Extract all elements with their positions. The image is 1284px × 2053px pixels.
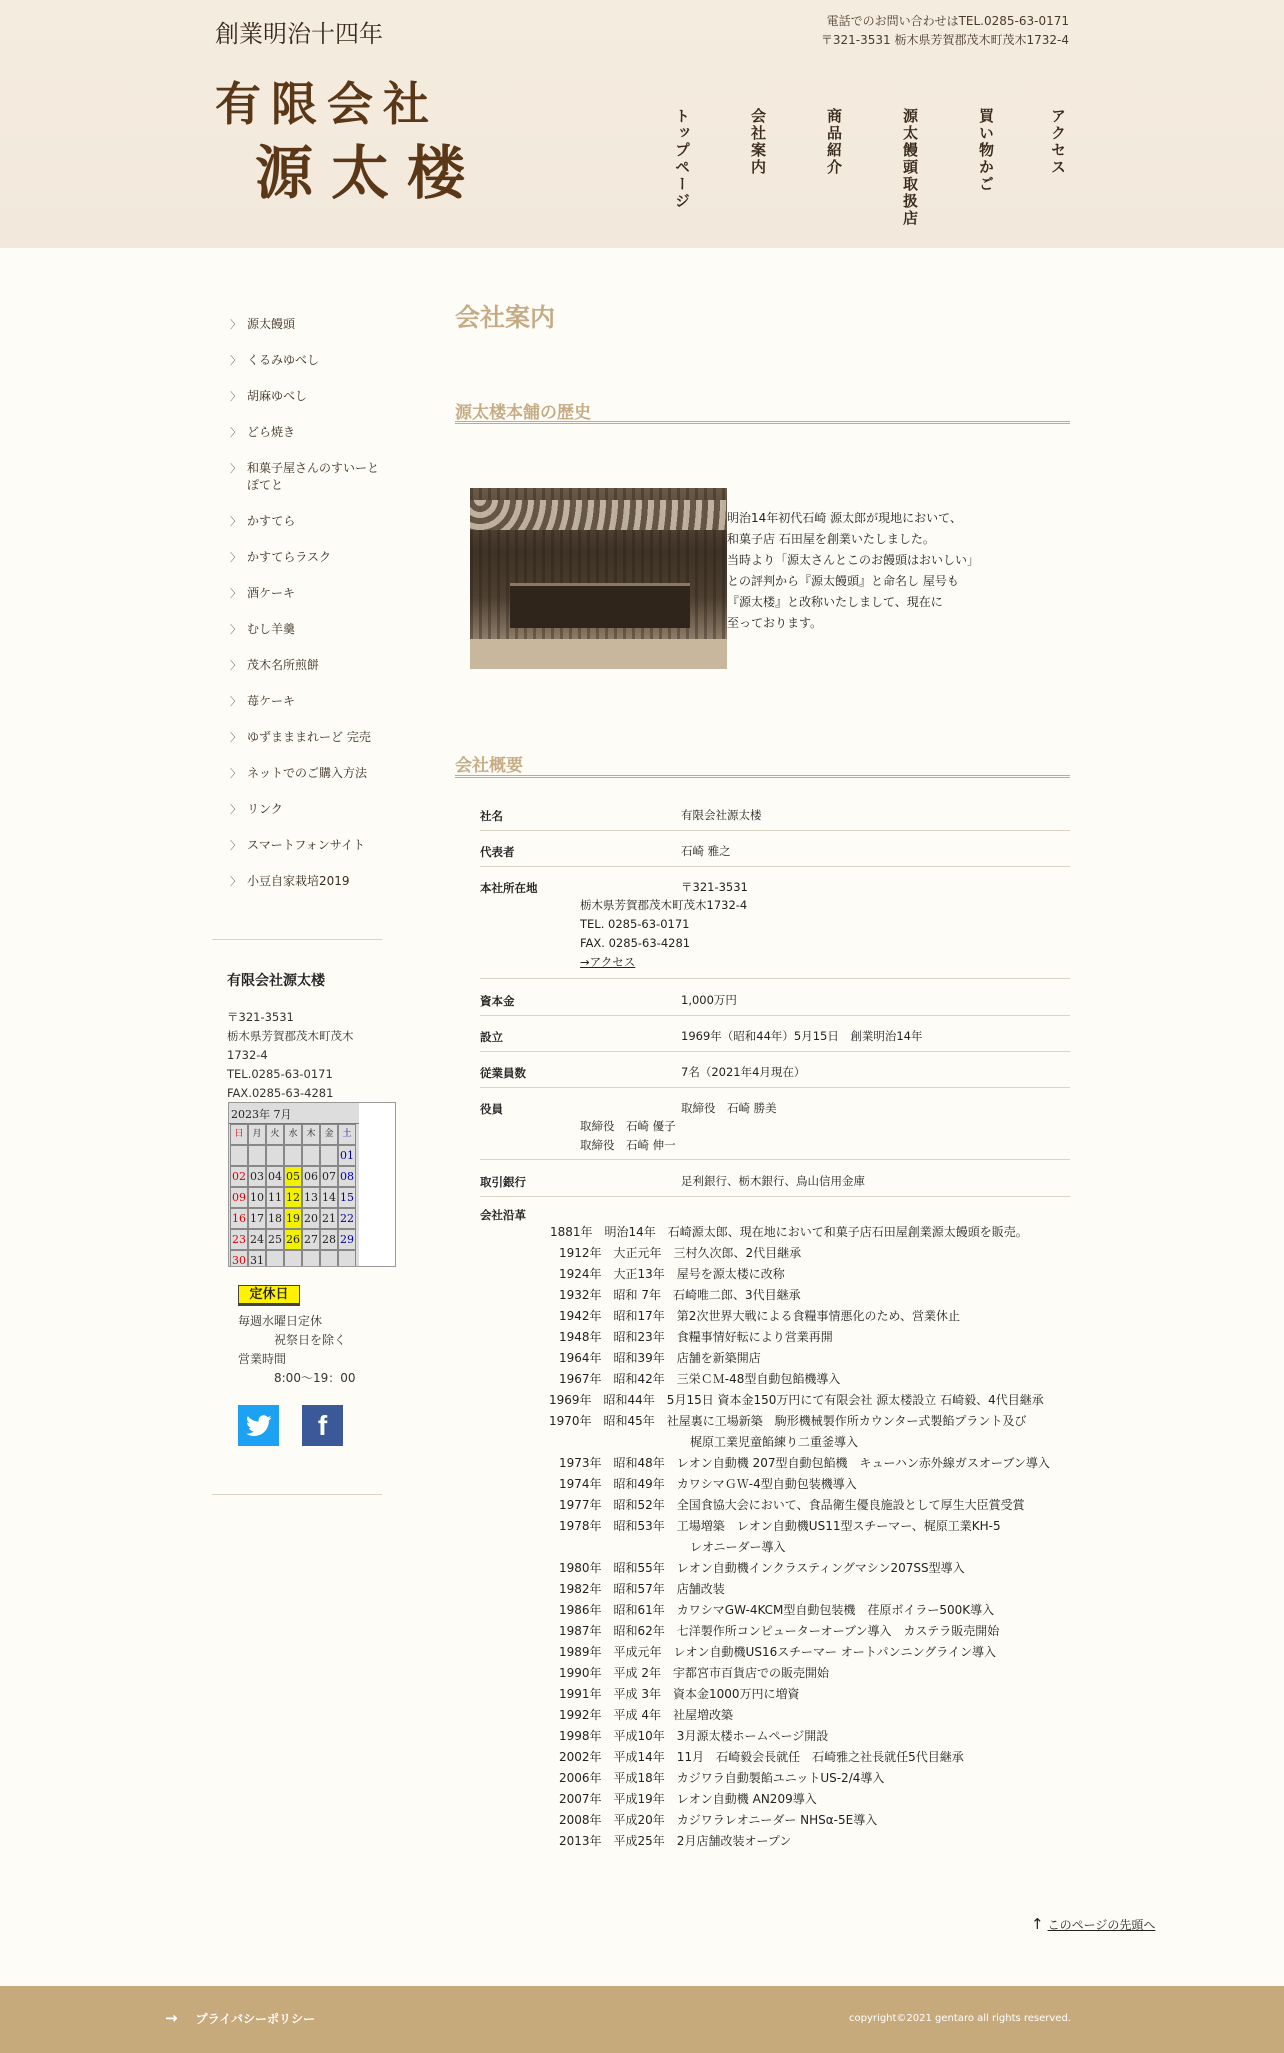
sidebar-tel: TEL.0285-63-0171 (227, 1067, 333, 1081)
privacy-policy-label: プライバシーポリシー (195, 2012, 315, 2026)
side-item-kurumi-yubeshi[interactable]: 〉 くるみゆべし (230, 353, 320, 367)
profile-key: 資本金 (480, 994, 515, 1008)
company-timeline (480, 1223, 1100, 1853)
calendar-day (320, 1145, 338, 1166)
privacy-policy-link[interactable] (165, 2009, 315, 2027)
site-header (0, 0, 1284, 248)
timeline-entry (480, 1559, 1100, 1580)
profile-row-capital (480, 993, 1070, 1016)
side-item-azuki-2019[interactable]: 〉 小豆自家栽培2019 (230, 874, 350, 888)
timeline-text: 1986年 昭和61年 カワシマGW-4KCM型自動包装機 荏原ボイラー500K導入 (559, 1603, 995, 1617)
side-item-dorayaki[interactable]: 〉 どら焼き (230, 425, 296, 439)
side-item-net-purchase[interactable]: 〉 ネットでのご購入方法 (230, 766, 368, 780)
hours-except-holidays: 祝祭日を除く (274, 1333, 347, 1347)
timeline-entry (480, 1223, 1100, 1244)
timeline-entry (480, 1685, 1100, 1706)
chevron-right-icon: 〉 (230, 767, 241, 780)
calendar-weekday: 木 (302, 1124, 320, 1145)
calendar-weekday: 水 (284, 1124, 302, 1145)
timeline-text: 1881年 明治14年 石崎源太郎、現在地において和菓子店石田屋創業源太饅頭を販売。 (550, 1225, 1028, 1239)
calendar-day: 24 (248, 1229, 266, 1250)
timeline-entry (480, 1433, 1100, 1454)
back-to-top-label: このページの先頭へ (1047, 1918, 1156, 1932)
contact-phone: 電話でのお問い合わせはTEL.0285-63-0171 (826, 14, 1069, 28)
calendar-day (284, 1250, 302, 1267)
history-title-rule (455, 421, 1070, 424)
timeline-entry (480, 1643, 1100, 1664)
calendar-grid-wrap (229, 1103, 359, 1267)
side-item-goma-yubeshi[interactable]: 〉 胡麻ゆべし (230, 389, 308, 403)
timeline-text: 1980年 昭和55年 レオン自動機インクラスティングマシン207SS型導入 (559, 1561, 965, 1575)
calendar-day (284, 1145, 302, 1166)
facebook-f-glyph: f (317, 1409, 328, 1441)
founded-text: 創業明治十四年 (215, 20, 383, 48)
timeline-text: 1964年 昭和39年 店舗を新築開店 (559, 1351, 761, 1365)
chevron-right-icon: 〉 (230, 875, 241, 888)
timeline-entry (480, 1391, 1100, 1412)
calendar-day: 04 (266, 1166, 284, 1187)
profile-value: 石崎 雅之 (681, 844, 731, 858)
timeline-text: 1977年 昭和52年 全国食協大会において、食品衛生優良施設として厚生大臣賞受賞 (559, 1498, 1025, 1512)
profile-row-employees (480, 1065, 1070, 1088)
calendar-day: 09 (230, 1187, 248, 1208)
timeline-text: 1991年 平成 3年 資本金1000万円に増資 (559, 1687, 800, 1701)
calendar-day: 12 (284, 1187, 302, 1208)
timeline-entry (480, 1475, 1100, 1496)
profile-value: 有限会社源太楼 (681, 808, 762, 822)
timeline-text: 1970年 昭和45年 社屋裏に工場新築 駒形機械製作所カウンター式製餡プラント及び (549, 1414, 1027, 1428)
calendar-weekday: 土 (338, 1124, 356, 1145)
contact-address: 〒321-3531 栃木県芳賀郡茂木町茂木1732-4 (820, 33, 1069, 47)
timeline-entry (480, 1454, 1100, 1475)
profile-value: 7名（2021年4月現在） (681, 1065, 806, 1079)
timeline-entry (480, 1601, 1100, 1622)
profile-key: 本社所在地 (480, 881, 538, 895)
profile-key: 設立 (480, 1030, 503, 1044)
profile-hq-tel: TEL. 0285-63-0171 (580, 917, 690, 931)
access-link[interactable]: →アクセス (580, 955, 636, 969)
timeline-entry (480, 1370, 1100, 1391)
timeline-text: 1982年 昭和57年 店舗改装 (559, 1582, 725, 1596)
timeline-text: 1973年 昭和48年 レオン自動機 207型自動包餡機 キューハン赤外線ガスオーブン導入 (559, 1456, 1050, 1470)
chevron-right-icon: 〉 (230, 623, 241, 636)
profile-key: 従業員数 (480, 1066, 526, 1080)
calendar-day: 21 (320, 1208, 338, 1229)
chevron-right-icon: 〉 (230, 462, 241, 475)
calendar-day (320, 1250, 338, 1267)
calendar-day: 28 (320, 1229, 338, 1250)
side-menu (230, 316, 400, 909)
profile-hq-fax: FAX. 0285-63-4281 (580, 936, 691, 950)
photo-awning (470, 500, 727, 530)
calendar-day (266, 1145, 284, 1166)
timeline-entry (480, 1622, 1100, 1643)
chevron-right-icon: 〉 (230, 551, 241, 564)
timeline-entry (480, 1307, 1100, 1328)
logo-corp[interactable]: 有限会社 (215, 77, 439, 131)
timeline-entry (480, 1706, 1100, 1727)
profile-row-bank (480, 1174, 1070, 1197)
profile-value: 足利銀行、栃木銀行、鳥山信用金庫 (681, 1174, 865, 1188)
calendar-day: 19 (284, 1208, 302, 1229)
profile-value: 1,000万円 (681, 993, 737, 1007)
sidebar-addr-2: 1732-4 (227, 1048, 268, 1062)
timeline-text: 1948年 昭和23年 食糧事情好転により営業再開 (559, 1330, 833, 1344)
calendar-day: 11 (266, 1187, 284, 1208)
profile-row-headquarters (480, 880, 1070, 979)
timeline-text: 1912年 大正元年 三村久次郎、2代目継承 (559, 1246, 802, 1260)
calendar-day: 13 (302, 1187, 320, 1208)
profile-row-established (480, 1029, 1070, 1052)
calendar-day: 02 (230, 1166, 248, 1187)
timeline-text: 梶原工業児童餡練り二重釜導入 (690, 1435, 859, 1449)
profile-hq-zip: 〒321-3531 (681, 880, 748, 894)
photo-floor (470, 639, 727, 669)
timeline-entry (480, 1496, 1100, 1517)
nav-access[interactable]: アクセス (1049, 108, 1067, 176)
business-hours (238, 1312, 356, 1388)
timeline-entry (480, 1244, 1100, 1265)
chevron-right-icon: 〉 (230, 731, 241, 744)
calendar-day: 14 (320, 1187, 338, 1208)
calendar-weekday: 金 (320, 1124, 338, 1145)
timeline-text: 1989年 平成元年 レオン自動機US16スチーマー オートパンニングライン導入 (559, 1645, 996, 1659)
timeline-entry (480, 1349, 1100, 1370)
hours-closed-wed: 毎週水曜日定休 (238, 1314, 323, 1328)
profile-row-officers (480, 1101, 1070, 1160)
timeline-text: 1967年 昭和42年 三栄ＣＭ-48型自動包餡機導入 (559, 1372, 841, 1386)
sidebar-divider (212, 939, 382, 940)
calendar-weekday: 日 (230, 1124, 248, 1145)
calendar-day: 30 (230, 1250, 248, 1267)
profile-key: 取引銀行 (480, 1175, 526, 1189)
sidebar-address (227, 1008, 354, 1103)
profile-key: 代表者 (480, 845, 515, 859)
calendar-day: 17 (248, 1208, 266, 1229)
sidebar-addr-1: 栃木県芳賀郡茂木町茂木 (227, 1029, 354, 1043)
calendar-day: 25 (266, 1229, 284, 1250)
history-line: 当時より「源太さんとこのお饅頭はおいしい」 (727, 553, 980, 567)
timeline-entry (480, 1265, 1100, 1286)
timeline-entry (480, 1517, 1100, 1538)
side-item-mushi-yokan[interactable]: 〉 むし羊羹 (230, 622, 296, 636)
timeline-text: 1992年 平成 4年 社屋増改築 (559, 1708, 733, 1722)
side-item-yuzu-marmalade[interactable]: 〉 ゆずまままれーど 完売 (230, 730, 371, 744)
calendar-day (266, 1250, 284, 1267)
side-item-sweet-potato[interactable]: 〉 和菓子屋さんのすいーとぽてと (230, 461, 380, 492)
facebook-icon[interactable] (302, 1405, 343, 1446)
profile-row-representative (480, 844, 1070, 867)
global-nav (672, 108, 1084, 238)
side-item-motegi-senbei[interactable]: 〉 茂木名所煎餅 (230, 658, 320, 672)
profile-officer: 取締役 石崎 伸一 (580, 1138, 676, 1152)
calendar-day: 22 (338, 1208, 356, 1229)
photo-counter (510, 583, 690, 628)
chevron-right-icon: 〉 (230, 354, 241, 367)
profile-key: 役員 (480, 1102, 503, 1116)
historical-storefront-photo (470, 488, 727, 669)
timeline-text: 1974年 昭和49年 カワシマＧＷ-4型自動包装機導入 (559, 1477, 857, 1491)
calendar-day: 26 (284, 1229, 302, 1250)
side-item-sake-cake[interactable]: 〉 酒ケーキ (230, 586, 296, 600)
profile-officer: 取締役 石崎 勝美 (681, 1101, 777, 1115)
nav-top[interactable]: トップページ (673, 108, 691, 210)
sidebar-divider-bottom (212, 1494, 382, 1495)
timeline-text: 1924年 大正13年 屋号を源太楼に改称 (559, 1267, 785, 1281)
side-item-ichigo-cake[interactable]: 〉 苺ケーキ (230, 694, 296, 708)
history-text (727, 508, 979, 634)
timeline-text: 1987年 昭和62年 七洋製作所コンピューターオーブン導入 カステラ販売開始 (559, 1624, 1000, 1638)
nav-company[interactable]: 会社案内 (749, 108, 767, 176)
calendar-day: 20 (302, 1208, 320, 1229)
sidebar-zip: 〒321-3531 (227, 1010, 294, 1024)
timeline-entry (480, 1832, 1100, 1853)
calendar-weekday: 火 (266, 1124, 284, 1145)
calendar-day: 16 (230, 1208, 248, 1229)
chevron-right-icon: 〉 (230, 318, 241, 331)
sidebar-company-name: 有限会社源太楼 (227, 973, 325, 989)
chevron-right-icon: 〉 (230, 839, 241, 852)
timeline-entry (480, 1580, 1100, 1601)
timeline-text: 2006年 平成18年 カジワラ自動製餡ユニットUS-2/4導入 (559, 1771, 885, 1785)
timeline-entry (480, 1748, 1100, 1769)
chevron-right-icon: 〉 (230, 695, 241, 708)
twitter-icon[interactable] (238, 1405, 279, 1446)
closed-day-label: 定休日 (238, 1285, 300, 1306)
hours-label: 営業時間 (238, 1352, 287, 1366)
calendar-day: 27 (302, 1229, 320, 1250)
profile-key: 社名 (480, 809, 503, 823)
sidebar-fax: FAX.0285-63-4281 (227, 1086, 334, 1100)
profile-value: 1969年（昭和44年）5月15日 創業明治14年 (681, 1029, 923, 1043)
arrow-right-icon: → (165, 2009, 178, 2027)
chevron-right-icon: 〉 (230, 803, 241, 816)
header-contact (821, 12, 1069, 50)
site-footer (0, 1986, 1284, 2053)
calendar-day: 31 (248, 1250, 266, 1267)
calendar-day: 07 (320, 1166, 338, 1187)
calendar-day: 10 (248, 1187, 266, 1208)
back-to-top-link[interactable] (1031, 1915, 1155, 1933)
timeline-text: 2008年 平成20年 カジワラレオニーダー NHSα-5E導入 (559, 1813, 878, 1827)
page-title: 会社案内 (455, 303, 556, 332)
timeline-entry (480, 1727, 1100, 1748)
calendar-day: 06 (302, 1166, 320, 1187)
timeline-text: 1990年 平成 2年 宇都宮市百貨店での販売開始 (559, 1666, 829, 1680)
timeline-text: レオニーダー導入 (690, 1540, 786, 1554)
timeline-entry (480, 1769, 1100, 1790)
timeline-entry (480, 1790, 1100, 1811)
side-item-smartphone[interactable]: 〉 スマートフォンサイト (230, 838, 365, 852)
chevron-right-icon: 〉 (230, 659, 241, 672)
timeline-text: 1978年 昭和53年 工場増築 レオン自動機US11型スチーマー、梶原工業KH-5 (559, 1519, 1001, 1533)
calendar-day (302, 1250, 320, 1267)
calendar-day (230, 1145, 248, 1166)
profile-hq-address: 栃木県芳賀郡茂木町茂木1732-4 (580, 898, 748, 912)
logo-name[interactable]: 源太楼 (255, 139, 484, 207)
calendar-day: 01 (338, 1145, 356, 1166)
copyright: copyright©2021 gentaro all rights reserved. (849, 2013, 1071, 2024)
calendar-day: 08 (338, 1166, 356, 1187)
timeline-text: 1969年 昭和44年 5月15日 資本金150万円にて有限会社 源太楼設立 石崎毅、4代目継承 (549, 1393, 1044, 1407)
side-item-genta-manju[interactable]: 〉 源太饅頭 (230, 317, 296, 331)
chevron-right-icon: 〉 (230, 587, 241, 600)
business-calendar (228, 1102, 396, 1267)
profile-officer: 取締役 石崎 優子 (580, 1119, 676, 1133)
calendar-day: 05 (284, 1166, 302, 1187)
side-item-castella[interactable]: 〉 かすてら (230, 514, 296, 528)
timeline-entry (480, 1286, 1100, 1307)
history-line: との評判から『源太饅頭』と命名し 屋号も (727, 574, 959, 588)
calendar-day: 23 (230, 1229, 248, 1250)
arrow-up-icon: ↑ (1031, 1915, 1044, 1933)
timeline-entry (480, 1328, 1100, 1349)
nav-cart[interactable]: 買い物かご (977, 108, 995, 193)
calendar-title: 2023年 7月 (229, 1103, 359, 1124)
calendar-day (338, 1250, 356, 1267)
history-line: 『源太楼』と改称いたしまして、現在に (727, 595, 943, 609)
side-item-link[interactable]: 〉 リンク (230, 802, 283, 816)
timeline-text: 1998年 平成10年 3月源太楼ホームページ開設 (559, 1729, 829, 1743)
chevron-right-icon: 〉 (230, 390, 241, 403)
history-line: 明治14年初代石崎 源太郎が現地において、 (727, 511, 962, 525)
profile-row-name (480, 808, 1070, 831)
nav-products[interactable]: 商品紹介 (825, 108, 843, 176)
calendar-grid (229, 1124, 359, 1267)
calendar-day (248, 1145, 266, 1166)
history-line: 至っております。 (727, 616, 823, 630)
calendar-weekday: 月 (248, 1124, 266, 1145)
timeline-entry (480, 1664, 1100, 1685)
profile-hq-access (580, 953, 635, 972)
timeline-text: 2002年 平成14年 11月 石崎毅会長就任 石崎雅之社長就任5代目継承 (559, 1750, 964, 1764)
profile-history-key: 会社沿革 (480, 1208, 526, 1222)
history-line: 和菓子店 石田屋を創業いたしました。 (727, 532, 935, 546)
calendar-day: 15 (338, 1187, 356, 1208)
profile-title: 会社概要 (455, 756, 523, 776)
timeline-entry (480, 1811, 1100, 1832)
calendar-day: 03 (248, 1166, 266, 1187)
chevron-right-icon: 〉 (230, 515, 241, 528)
timeline-text: 2013年 平成25年 2月店舗改装オープン (559, 1834, 792, 1848)
timeline-text: 2007年 平成19年 レオン自動機 AN209導入 (559, 1792, 817, 1806)
chevron-right-icon: 〉 (230, 426, 241, 439)
calendar-day: 18 (266, 1208, 284, 1229)
nav-dealers[interactable]: 源太饅頭取扱店 (901, 108, 919, 227)
twitter-bird-icon (246, 1415, 272, 1437)
timeline-text: 1932年 昭和 7年 石崎唯二郎、3代目継承 (559, 1288, 801, 1302)
side-item-castella-rusk[interactable]: 〉 かすてらラスク (230, 550, 332, 564)
history-title: 源太楼本舗の歴史 (455, 403, 591, 423)
hours-time: 8:00～19：00 (274, 1371, 356, 1385)
calendar-day (302, 1145, 320, 1166)
calendar-day: 29 (338, 1229, 356, 1250)
timeline-text: 1942年 昭和17年 第2次世界大戦による食糧事情悪化のため、営業休止 (559, 1309, 960, 1323)
timeline-entry (480, 1538, 1100, 1559)
profile-title-rule (455, 775, 1070, 778)
timeline-entry (480, 1412, 1100, 1433)
